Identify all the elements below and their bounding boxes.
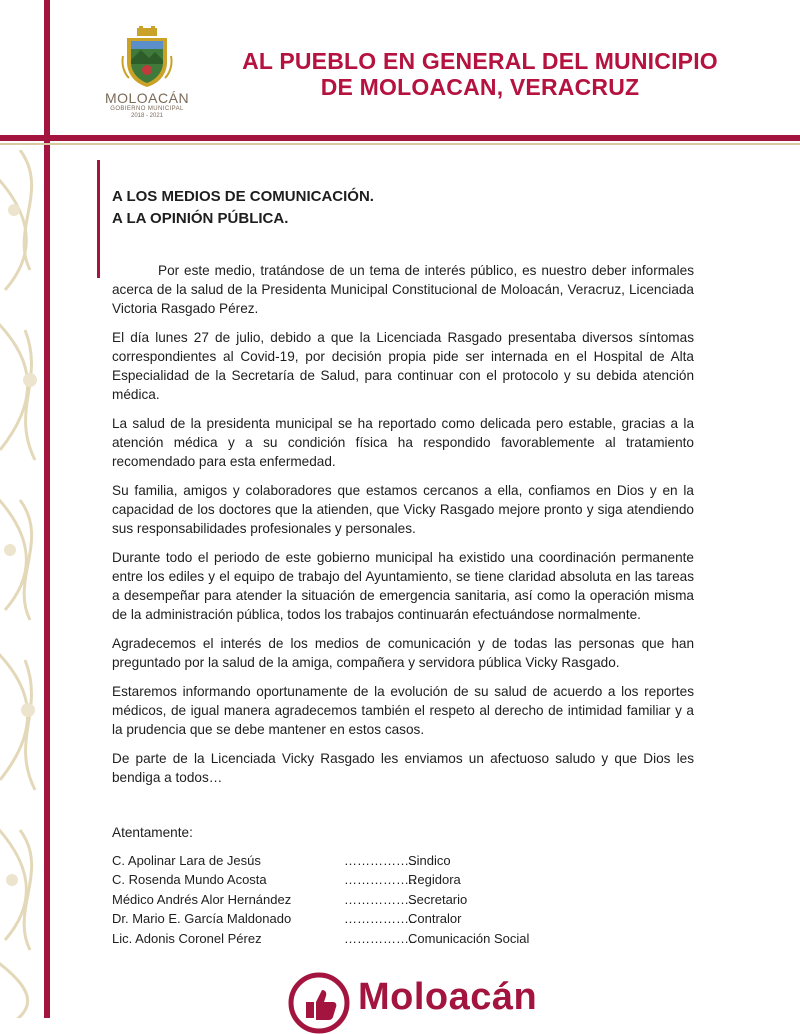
footer-brand: [288, 970, 548, 1018]
paragraph: De parte de la Licenciada Vicky Rasgado les enviamos un afectuoso saludo y que Dios les bendiga a todos…: [112, 751, 694, 785]
signer-row: [112, 929, 529, 948]
addressee-accent-bar: [97, 160, 100, 278]
signer-name: C. Rosenda Mundo Acosta: [112, 872, 267, 888]
document-title-line1: AL PUEBLO EN GENERAL DEL MUNICIPIO: [242, 48, 718, 74]
coat-of-arms-icon: [121, 26, 173, 88]
signer-dots: ……………..: [344, 872, 417, 888]
paragraph: La salud de la presidenta municipal se ha reportado como delicada pero estable, gracias a la atención médica y a su condición física ha respondido favorablemente al tratamiento recomendado para esta enfermedad.: [112, 416, 694, 469]
signer-dots: ……………..: [344, 911, 417, 927]
signer-name: Dr. Mario E. García Maldonado: [112, 911, 292, 927]
signer-name: Médico Andrés Alor Hernández: [112, 891, 292, 907]
paragraph: Agradecemos el interés de los medios de comunicación y de todas las personas que han preguntado por la salud de la amiga, compañera y servidora pública Vicky Rasgado.: [112, 636, 694, 670]
closing-salutation: Atentamente:: [112, 825, 193, 840]
signer-name: C. Apolinar Lara de Jesús: [112, 853, 261, 868]
header-gold-rule: [0, 143, 800, 145]
signer-dots: ……………..: [344, 891, 417, 907]
paragraph: Por este medio, tratándose de un tema de interés público, es nuestro deber informales acerca de la salud de la Presidenta Municipal Constitucional de Moloacán, Veracruz, Licenciada Victoria Rasgado Pérez.: [112, 263, 694, 316]
paragraph: El día lunes 27 de julio, debido a que la Licenciada Rasgado presentaba diversos síntomas correspondientes al Covid-19, por decisión propia pide ser internada en el Hospital de Alta Especialidad de la Secretaría de Salud, para continuar con el protocolo y su debida atención médica.: [112, 330, 694, 402]
signer-role: Comunicación Social: [408, 930, 530, 946]
left-red-rule: [44, 0, 50, 1018]
signer-role: Secretario: [408, 891, 468, 907]
addressee-line1: A LOS MEDIOS DE COMUNICACIÓN.: [112, 188, 374, 205]
signer-row: [112, 890, 529, 909]
logo-years: 2018 - 2021: [130, 113, 164, 119]
signer-row: [112, 870, 529, 889]
signer-name: Lic. Adonis Coronel Pérez: [112, 930, 262, 946]
signer-role: Contralor: [408, 911, 462, 927]
letter-body: [112, 261, 694, 797]
logo-name: MOLOACÁN: [104, 90, 190, 106]
addressee-line2: A LA OPINIÓN PÚBLICA.: [112, 210, 289, 227]
addressee-block: [112, 186, 374, 230]
header-red-rule: [0, 135, 800, 141]
paragraph: Durante todo el periodo de este gobierno municipal ha existido una coordinación permanente entre los ediles y el equipo de trabajo del Ayuntamiento, se tiene claridad absoluta en las tareas a desempeñar para atender la situación de emergencia sanitaria, así como la operación misma de la administración pública, todos los trabajos continuarán efectuándose normalmente.: [112, 550, 694, 622]
signer-dots: ……………..: [344, 930, 417, 946]
paragraph: Estaremos informando oportunamente de la evolución de su salud de acuerdo a los reportes médicos, de igual manera agradecemos también el respeto al derecho de intimidad familiar y a la prudencia que se debe mantener en estos casos.: [112, 684, 694, 737]
signer-row: [112, 851, 529, 870]
signer-row: [112, 909, 529, 928]
signer-dots: ……………..: [344, 853, 417, 868]
document-title: [215, 48, 745, 100]
paragraph: Su familia, amigos y colaboradores que estamos cercanos a ella, confiamos en Dios y en la capacidad de los doctores que la atienden, que Vicky Rasgado mejore pronto y siga atendiendo sus responsabilidades profesionales y personales.: [112, 483, 694, 536]
document-title-line2: DE MOLOACAN, VERACRUZ: [320, 74, 640, 100]
footer-brand-name: Moloacán: [358, 976, 538, 1018]
floral-border-decoration: [0, 150, 46, 1018]
thumbs-up-heart-icon: [288, 972, 350, 1034]
logo-subtitle: GOBIERNO MUNICIPAL: [110, 106, 184, 112]
signer-role: Sindico: [408, 853, 451, 868]
municipality-logo: [97, 26, 197, 130]
signers-list: [112, 851, 529, 948]
signer-role: Regidora: [408, 872, 461, 888]
